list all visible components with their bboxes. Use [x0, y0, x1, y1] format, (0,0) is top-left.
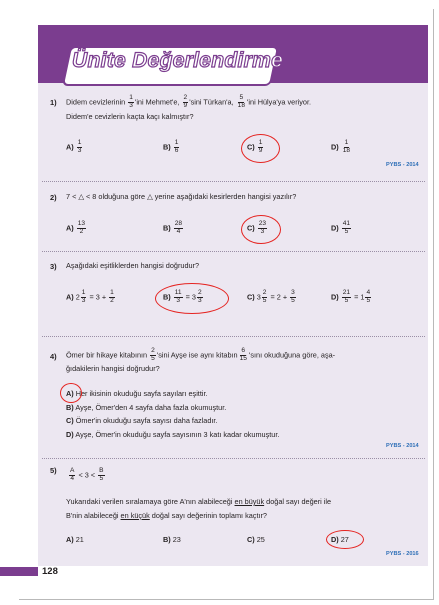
q5-underline-min: en küçük — [120, 511, 150, 520]
q5-fraction-a: $\frac{A}{4}$ — [70, 467, 75, 482]
answer-circle-q1 — [241, 134, 280, 163]
q4-option-d[interactable]: D) Ayşe, Ömer'in okuduğu sayfa sayısının 3 katı kadar okumuştur. — [66, 430, 280, 439]
separator — [42, 181, 425, 182]
q1-fraction-1: $\frac{1}{3}$ — [129, 94, 133, 109]
q2-option-a[interactable]: A) $\frac{13}{2}$ — [66, 220, 86, 235]
q4-option-c[interactable]: C) Ömer'in okuduğu sayfa sayısı daha fazladır. — [66, 416, 218, 425]
question-1-line-2: Didem'e cevizlerin kaçta kaçı kalmıştır? — [66, 112, 194, 121]
q4-text-3: 'sını okuduğuna göre, aşa- — [248, 350, 336, 360]
q4-text-1: Ömer bir hikaye kitabının — [66, 350, 148, 360]
q3-option-c[interactable]: C) 3 $\frac{2}{5}$ = 2 + $\frac{3}{5}$ — [247, 289, 295, 304]
page-number: 128 — [42, 566, 58, 577]
q4-option-b[interactable]: B) Ayşe, Ömer'den 4 sayfa daha fazla okumuştur. — [66, 403, 227, 412]
question-1-line-1 — [66, 95, 311, 110]
q1-text-2: 'ini Mehmet'e, — [134, 97, 180, 107]
separator — [42, 251, 425, 252]
q3-option-a[interactable]: A) 2 $\frac{1}{3}$ = 3 + $\frac{1}{2}$ — [66, 289, 114, 304]
question-4-line-1 — [66, 348, 335, 363]
answer-circle-q4 — [60, 383, 82, 403]
question-number-3: 3) — [50, 262, 57, 271]
answer-circle-q3 — [155, 283, 229, 314]
separator — [42, 458, 425, 459]
q1-fraction-2: $\frac{2}{9}$ — [183, 94, 188, 109]
footer-bar — [0, 567, 38, 576]
q1-source: PYBS - 2014 — [386, 162, 419, 168]
q2-option-c[interactable]: C) $\frac{23}{3}$ — [247, 220, 267, 235]
question-4-line-2: ğıdakilerin hangisi doğrudur? — [66, 364, 160, 373]
question-5-line-2: B'nin alabileceği en küçük doğal sayı değerinin toplamı kaçtır? — [66, 511, 267, 520]
q3-option-b[interactable]: B) $\frac{11}{3}$ = 3 $\frac{2}{3}$ — [163, 289, 202, 304]
q5-source: PYBS - 2016 — [386, 551, 419, 557]
q2-option-d[interactable]: D) $\frac{41}{5}$ — [331, 220, 351, 235]
q1-option-a[interactable]: A) $\frac{1}{3}$ — [66, 139, 82, 154]
q2-option-b[interactable]: B) $\frac{28}{4}$ — [163, 220, 183, 235]
q5-underline-max: en büyük — [234, 497, 265, 506]
question-number-5: 5) — [50, 466, 57, 475]
question-number-1: 1) — [50, 98, 57, 107]
question-3-text: Aşağıdaki eşitliklerden hangisi doğrudur? — [66, 261, 200, 270]
q1-option-c[interactable]: C) $\frac{1}{9}$ — [247, 139, 263, 154]
page-title: Ünite Değerlendirme — [72, 49, 284, 72]
q1-text-3: 'sini Türkan'a, — [189, 97, 234, 107]
q1-text-4: 'ini Hülya'ya veriyor. — [247, 97, 312, 107]
q5-option-d[interactable]: D) 27 — [331, 535, 349, 544]
question-number-2: 2) — [50, 193, 57, 202]
q3-option-d[interactable]: D) $\frac{21}{5}$ = 1 $\frac{4}{5}$ — [331, 289, 371, 304]
q5-inequality-mid: < 3 < — [78, 470, 96, 480]
q4-option-a[interactable]: A) Her ikisinin okuduğu sayfa sayıları eşittir. — [66, 389, 208, 398]
q4-text-2: 'sini Ayşe ise aynı kitabın — [156, 350, 238, 360]
q1-option-b[interactable]: B) $\frac{1}{6}$ — [163, 139, 179, 154]
q5-option-a[interactable]: A) 21 — [66, 535, 84, 544]
separator — [42, 336, 425, 337]
q1-fraction-3: $\frac{5}{18}$ — [237, 94, 245, 109]
question-number-4: 4) — [50, 352, 57, 361]
q5-option-c[interactable]: C) 25 — [247, 535, 265, 544]
q5-inequality — [68, 468, 106, 483]
content-panel — [38, 83, 428, 566]
question-2-text: 7 < △ < 8 olduğuna göre △ yerine aşağıdaki kesirlerden hangisi yazılır? — [66, 192, 297, 201]
q1-option-d[interactable]: D) $\frac{1}{18}$ — [331, 139, 351, 154]
question-5-line-1: Yukarıdaki verilen sıralamaya göre A'nın alabileceği en büyük doğal sayı değeri ile — [66, 497, 332, 506]
answer-circle-q5 — [326, 530, 364, 549]
q1-text-1: Didem cevizlerinin — [66, 97, 126, 107]
q5-option-b[interactable]: B) 23 — [163, 535, 181, 544]
q5-fraction-b: $\frac{B}{5}$ — [99, 467, 104, 482]
q4-fraction-2: $\frac{6}{15}$ — [239, 347, 247, 362]
q4-source: PYBS - 2014 — [386, 443, 419, 449]
answer-circle-q2 — [241, 215, 281, 244]
q4-fraction-1: $\frac{2}{5}$ — [151, 347, 155, 362]
